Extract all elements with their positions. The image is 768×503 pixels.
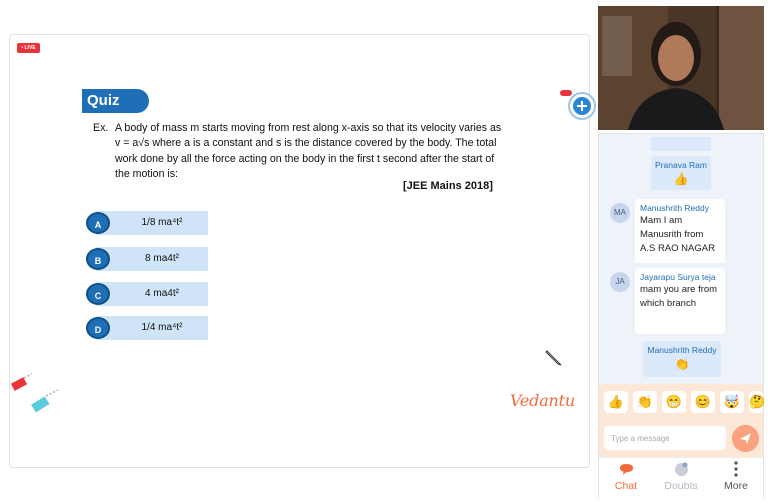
chat-feed[interactable] xyxy=(599,134,763,384)
reaction-clap[interactable]: 👏 xyxy=(633,391,657,413)
reaction-grin[interactable]: 😁 xyxy=(662,391,686,413)
reaction-smile[interactable]: 😊 xyxy=(691,391,715,413)
chat-panel xyxy=(598,133,764,499)
teacher-video xyxy=(598,6,764,130)
option-letter: A xyxy=(86,212,110,234)
question-source: [JEE Mains 2018] xyxy=(403,180,493,192)
chat-message xyxy=(635,199,725,263)
live-badge: • LIVE xyxy=(17,43,40,53)
question-text: A body of mass m starts moving from rest along x-axis so that its velocity varies as v = a√s where a is a constant and s is the distance covered by the body. The total work done by all the force acting on the body in the first t second after the start of the motion is: xyxy=(115,122,502,181)
chat-message xyxy=(643,341,721,377)
send-icon[interactable] xyxy=(732,425,759,452)
message-tail xyxy=(651,137,711,151)
vedantu-logo: Vedantu xyxy=(510,391,575,410)
tab-label: Doubts xyxy=(664,480,698,492)
tab-chat[interactable] xyxy=(599,458,653,500)
quiz-tag: Quiz xyxy=(82,89,149,113)
tab-label: More xyxy=(724,480,748,492)
message-text: Mam I am Manusrith from A.S RAO NAGAR xyxy=(640,215,715,254)
option-value: 1/8 ma⁴t² xyxy=(141,217,183,228)
message-sender: Jayarapu Surya teja xyxy=(640,272,716,282)
message-sender: Pranava Ram xyxy=(655,160,707,170)
message-input[interactable] xyxy=(604,426,726,450)
option-value: 1/4 ma⁴t² xyxy=(141,322,183,333)
chat-tabs xyxy=(599,457,763,499)
chat-bubble-icon xyxy=(619,463,634,476)
message-text: mam you are from which branch xyxy=(640,284,718,309)
avatar: MA xyxy=(610,203,630,223)
tab-doubts[interactable] xyxy=(654,458,708,500)
option-letter: D xyxy=(86,317,110,339)
pencil-icon[interactable] xyxy=(545,349,563,367)
message-composer xyxy=(599,421,763,457)
tab-label: Chat xyxy=(614,480,638,492)
chat-message xyxy=(651,156,711,190)
option-d[interactable] xyxy=(86,316,208,340)
option-b[interactable] xyxy=(86,247,208,271)
more-dots-icon xyxy=(734,461,738,477)
option-a[interactable] xyxy=(86,211,208,235)
option-value: 4 ma4t² xyxy=(145,288,179,299)
option-letter: B xyxy=(86,248,110,270)
message-sender: Manushrith Reddy xyxy=(640,203,709,213)
chat-message xyxy=(635,268,725,334)
doubts-icon xyxy=(674,462,689,477)
avatar: JA xyxy=(610,272,630,292)
message-text: 👍 xyxy=(673,172,689,186)
option-letter: C xyxy=(86,283,110,305)
question-prefix: Ex. xyxy=(93,122,109,134)
tab-more[interactable] xyxy=(709,458,763,500)
eraser-icon[interactable] xyxy=(10,374,66,418)
reaction-thumbs-up[interactable]: 👍 xyxy=(604,391,628,413)
message-text: 👏 xyxy=(674,357,690,371)
reaction-bar xyxy=(599,384,766,421)
reaction-thinking[interactable]: 🤔 xyxy=(749,391,763,413)
option-c[interactable] xyxy=(86,282,208,306)
question-block xyxy=(93,121,503,183)
option-value: 8 ma4t² xyxy=(145,253,179,264)
reaction-mind-blown[interactable]: 🤯 xyxy=(720,391,744,413)
message-sender: Manushrith Reddy xyxy=(647,345,717,355)
add-icon[interactable] xyxy=(560,90,590,126)
